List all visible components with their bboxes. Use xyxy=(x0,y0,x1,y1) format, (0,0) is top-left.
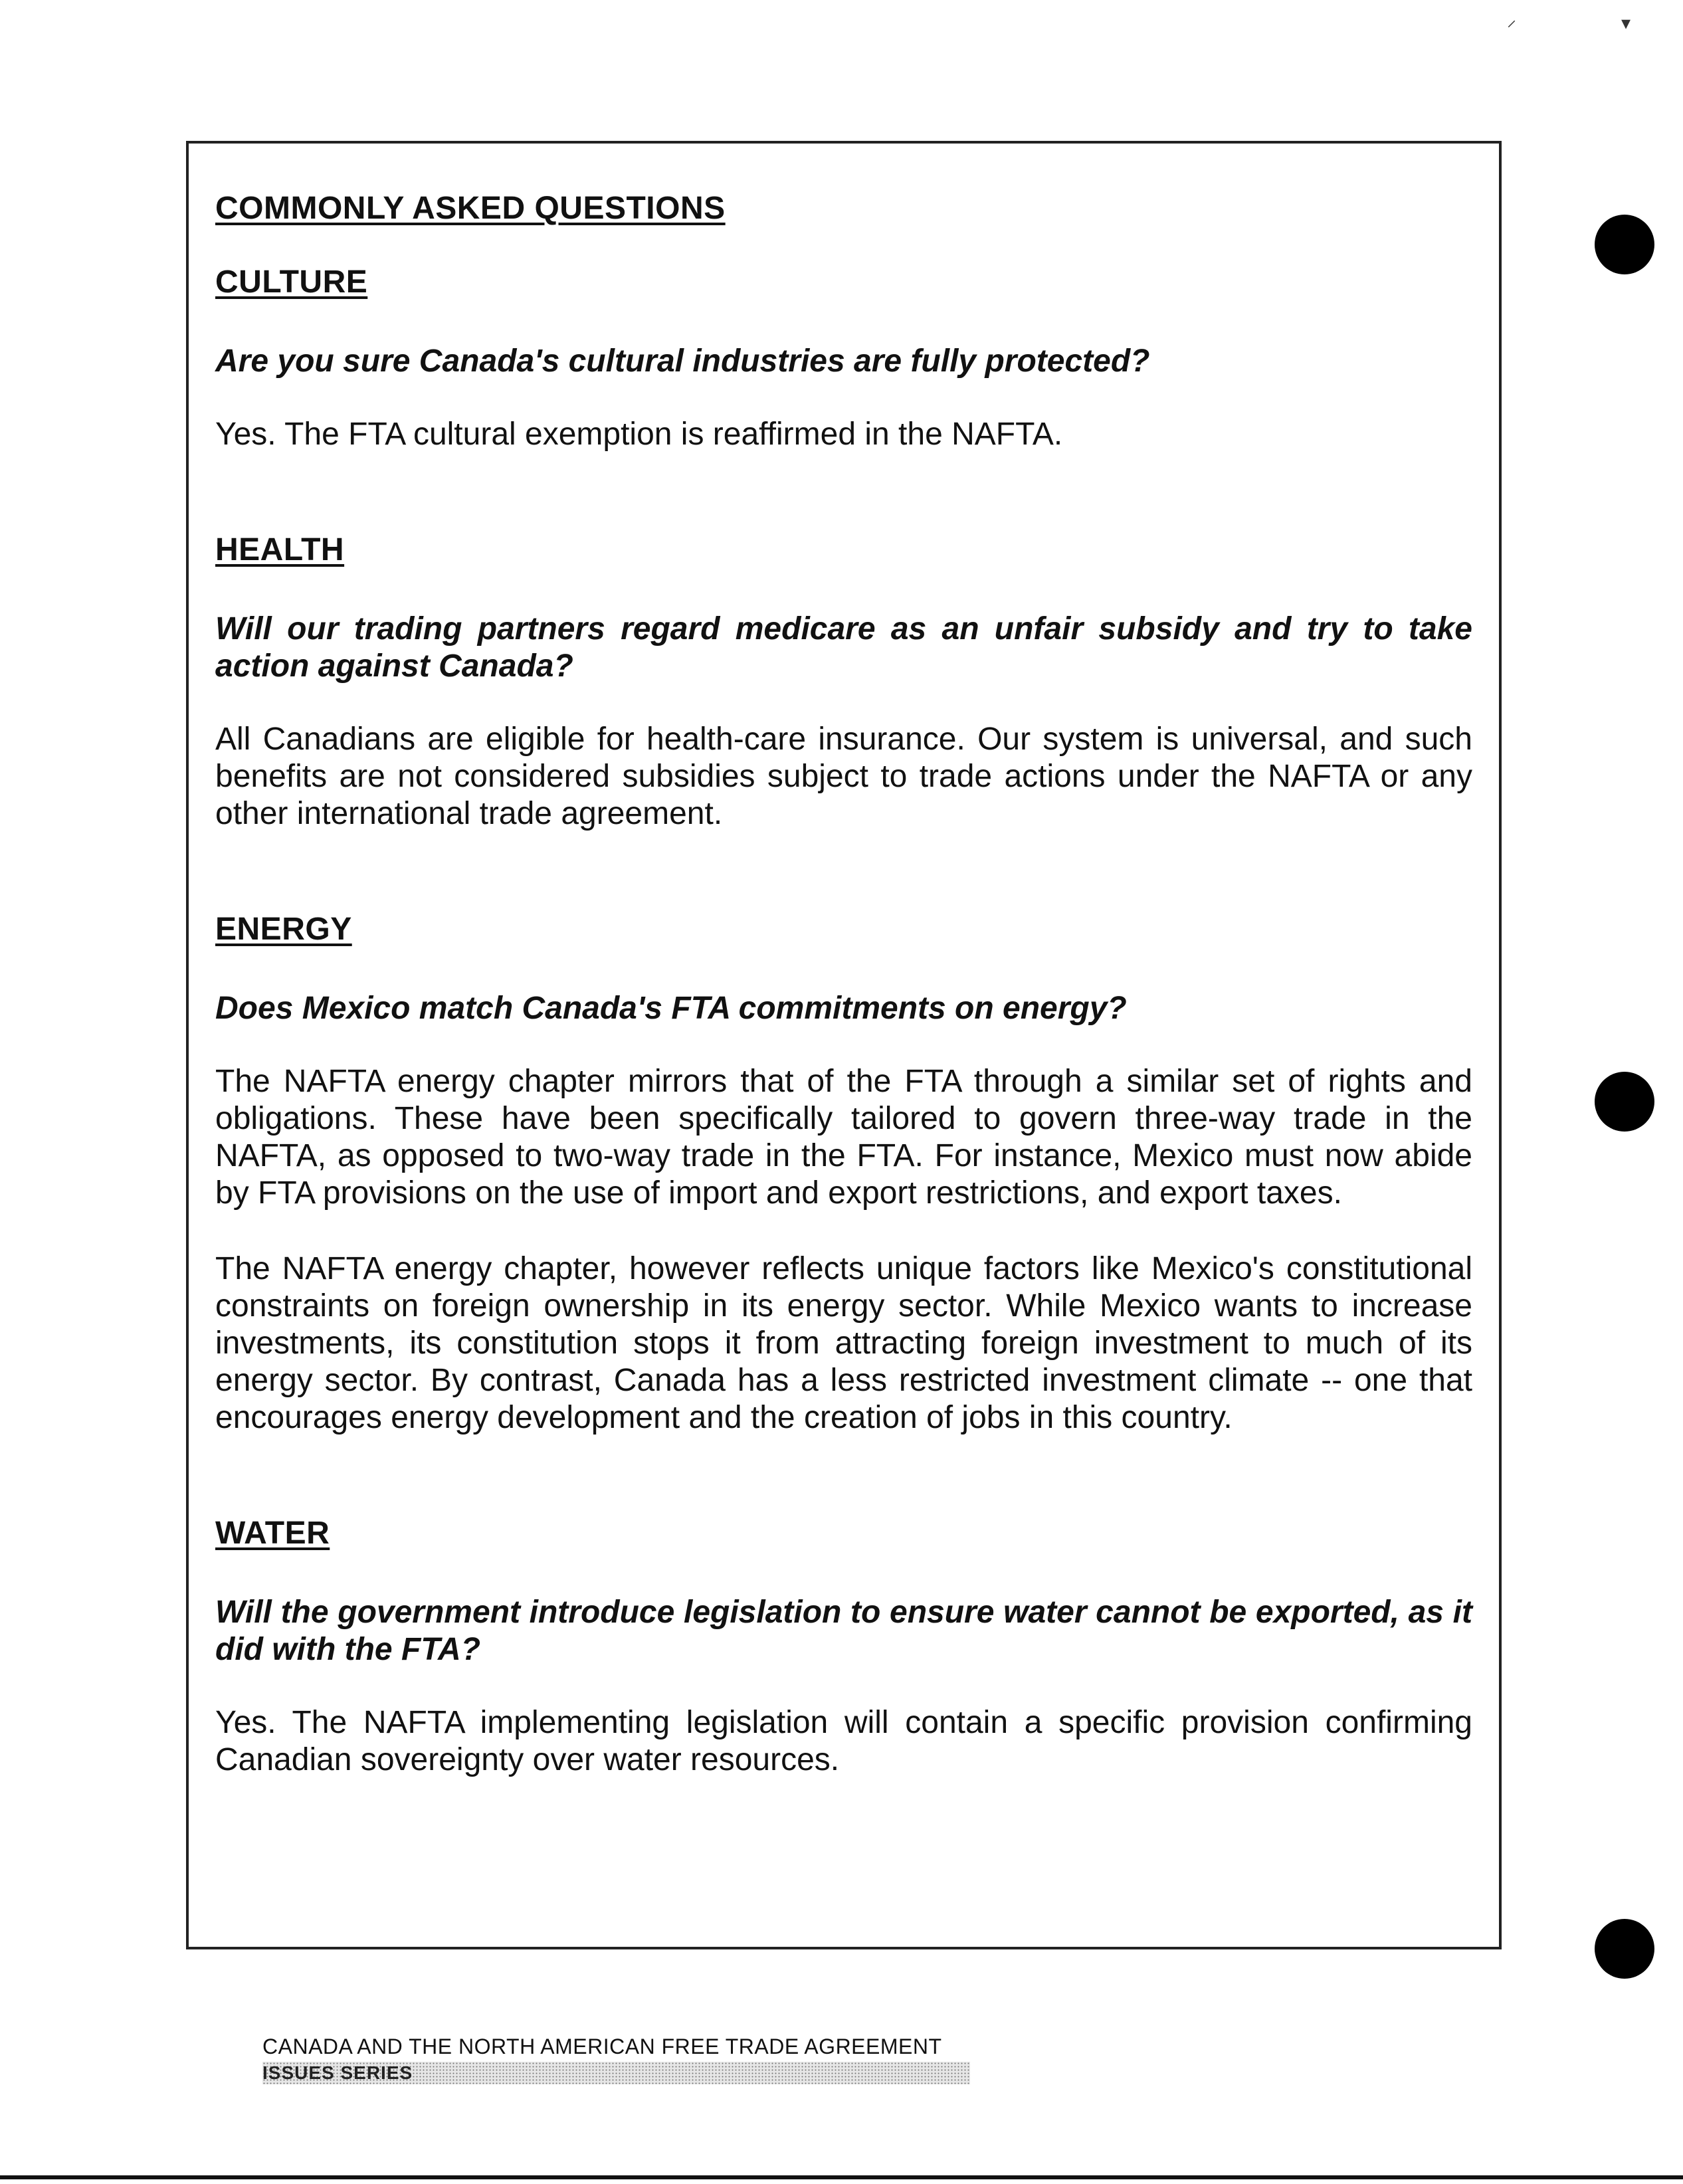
punch-hole-bottom xyxy=(1595,1919,1654,1979)
answer-text: Yes. The NAFTA implementing legislation will contain a specific provision confirming Canadian sovereignty over water resources. xyxy=(215,1705,1472,1777)
section-water xyxy=(215,1515,1472,1779)
answer-text: The NAFTA energy chapter mirrors that of the FTA through a similar set of rights and obligations. These have been specifically tailored to govern three-way trade in the NAFTA, as opposed to two-way trade in the FTA. For instance, Mexico must now abide by FTA provisions on the use of import and export restrictions, and export taxes. xyxy=(215,1064,1472,1211)
scan-mark: ▾ xyxy=(1621,13,1631,33)
page-title: COMMONLY ASKED QUESTIONS xyxy=(215,191,726,226)
question-text: Will our trading partners regard medicare as an unfair subsidy and try to take action against Canada? xyxy=(215,611,1472,684)
scan-mark: ⸝ xyxy=(1507,9,1517,30)
footer-series-bar xyxy=(262,2062,970,2084)
question-text: Will the government introduce legislation to ensure water cannot be exported, as it did with the FTA? xyxy=(215,1595,1472,1667)
question-text: Are you sure Canada's cultural industries are fully protected? xyxy=(215,344,1150,379)
footer-series-label: ISSUES SERIES xyxy=(262,2062,413,2083)
answer-text: The NAFTA energy chapter, however reflects unique factors like Mexico's constitutional constraints on foreign ownership in its energy sector. While Mexico wants to increase investments, its constitution stops it from attracting foreign investment to much of its energy sector. By contrast, Canada has a less restricted investment climate -- one that encourages energy development and the creation of jobs in this country. xyxy=(215,1251,1472,1435)
answer-text: Yes. The FTA cultural exemption is reaffirmed in the NAFTA. xyxy=(215,417,1063,452)
content xyxy=(215,190,1472,1779)
section-health xyxy=(215,532,1472,833)
punch-hole-middle xyxy=(1595,1072,1654,1132)
bottom-edge-line xyxy=(0,2175,1683,2179)
section-heading: ENERGY xyxy=(215,912,352,947)
answer-text: All Canadians are eligible for health-care insurance. Our system is universal, and such benefits are not considered subsidies subject to trade actions under the NAFTA or any other international trade agreement. xyxy=(215,722,1472,831)
section-heading: WATER xyxy=(215,1516,330,1551)
punch-hole-top xyxy=(1595,215,1654,274)
content-frame xyxy=(186,141,1502,1949)
section-energy xyxy=(215,911,1472,1437)
section-culture xyxy=(215,264,1472,453)
footer-publication: CANADA AND THE NORTH AMERICAN FREE TRADE AGREEMENT xyxy=(262,2035,942,2058)
section-heading: CULTURE xyxy=(215,264,368,300)
question-text: Does Mexico match Canada's FTA commitments on energy? xyxy=(215,991,1127,1026)
section-heading: HEALTH xyxy=(215,532,345,567)
